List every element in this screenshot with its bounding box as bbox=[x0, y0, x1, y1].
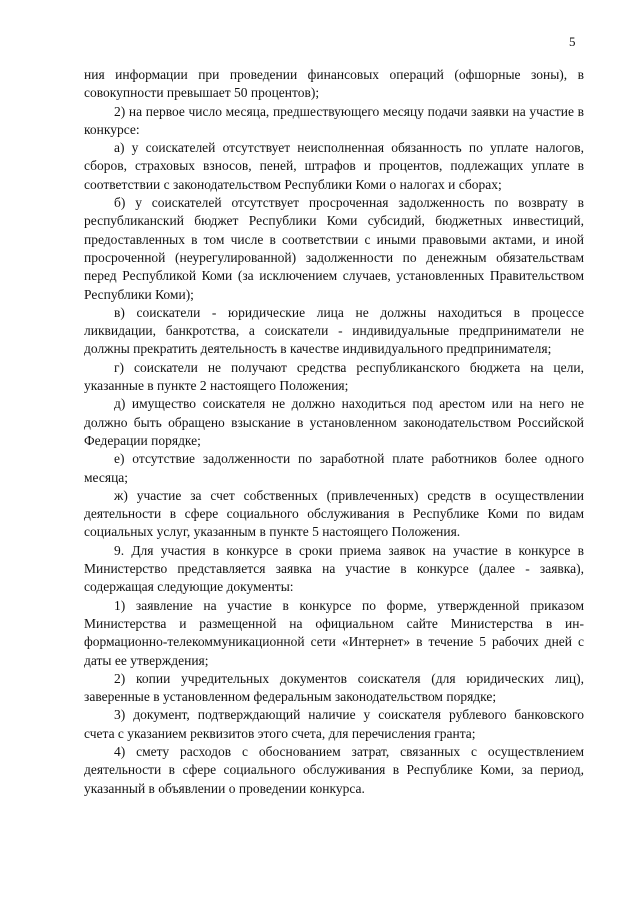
paragraph-item-2d: д) имущество соискателя не должно находиться под арестом или на него не должно быть обращено взыскание в установленном законодательством Российской Федерации порядке; bbox=[84, 396, 584, 448]
paragraph-doc-1: 1) заявление на участие в конкурсе по форме, утвержденной приказом Министерства и размещенной на официальном сайте Министерства в информационно-телекоммуникационной сети «Интернет» в течение 5 рабочих дней с даты ее утверждения; bbox=[84, 597, 584, 668]
page-number: 5 bbox=[569, 34, 576, 49]
paragraph-item-2e: е) отсутствие задолженности по заработной плате работников более одного месяца; bbox=[84, 451, 584, 485]
paragraph-item-2g: г) соискатели не получают средства республиканского бюджета на цели, указанные в пункте 2 настоящего Положения; bbox=[84, 359, 584, 394]
paragraph-doc-2: 2) копии учредительных документов соискателя (для юридических лиц), заверенные в установленном федеральным законодательством порядке; bbox=[84, 670, 584, 705]
paragraph-item-2zh: ж) участие за счет собственных (привлеченных) средств в осуществлении деятельности в сфере социального обслуживания в Республике Коми по видам социальных услуг, указанным в пункте 5 настоящего Положения. bbox=[84, 487, 584, 540]
paragraph-item-2a: а) у соискателей отсутствует неисполненная обязанность по уплате налогов, сборов, страховых взносов, пеней, штрафов и процентов, подлежащих уплате в соответствии с законодательством Республики Коми о налогах и сборах; bbox=[84, 140, 584, 192]
paragraph-doc-4: 4) смету расходов с обоснованием затрат, связанных с осуществлением деятельности в сфере социального обслуживания в Республике Коми, за период, указанный в объявлении о проведении конкурса. bbox=[84, 743, 584, 796]
document-body bbox=[84, 66, 584, 798]
paragraph-item-2v: в) соискатели - юридические лица не должны находиться в процессе ликвидации, банкротства, а соискатели - индивидуальные предприниматели не должны прекратить деятельность в качестве индивидуального предпринимателя; bbox=[84, 304, 584, 357]
paragraph-continuation: ния информации при проведении финансовых операций (офшорные зоны), в совокупности превышает 50 процентов); bbox=[84, 67, 584, 101]
paragraph-doc-3: 3) документ, подтверждающий наличие у соискателя рублевого банковского счета с указанием реквизитов этого счета, для перечисления гранта; bbox=[84, 707, 584, 741]
paragraph-item-2: 2) на первое число месяца, предшествующего месяцу подачи заявки на участие в конкурсе: bbox=[84, 103, 584, 137]
paragraph-clause-9: 9. Для участия в конкурсе в сроки приема заявок на участие в конкурсе в Министерство представляется заявка на участие в конкурсе (далее - заявка), содержащая следующие документы: bbox=[84, 542, 584, 595]
paragraph-item-2b: б) у соискателей отсутствует просроченная задолженность по возврату в республиканский бюджет Республики Коми субсидий, бюджетных инвестиций, предоставленных в том числе в соответствии с иными правовыми актами, и иной просроченной (неурегулированной) задолженности по денежным обязательствам перед Республикой Коми (за исключением случаев, установленных Правительством Республики Коми); bbox=[84, 195, 584, 302]
